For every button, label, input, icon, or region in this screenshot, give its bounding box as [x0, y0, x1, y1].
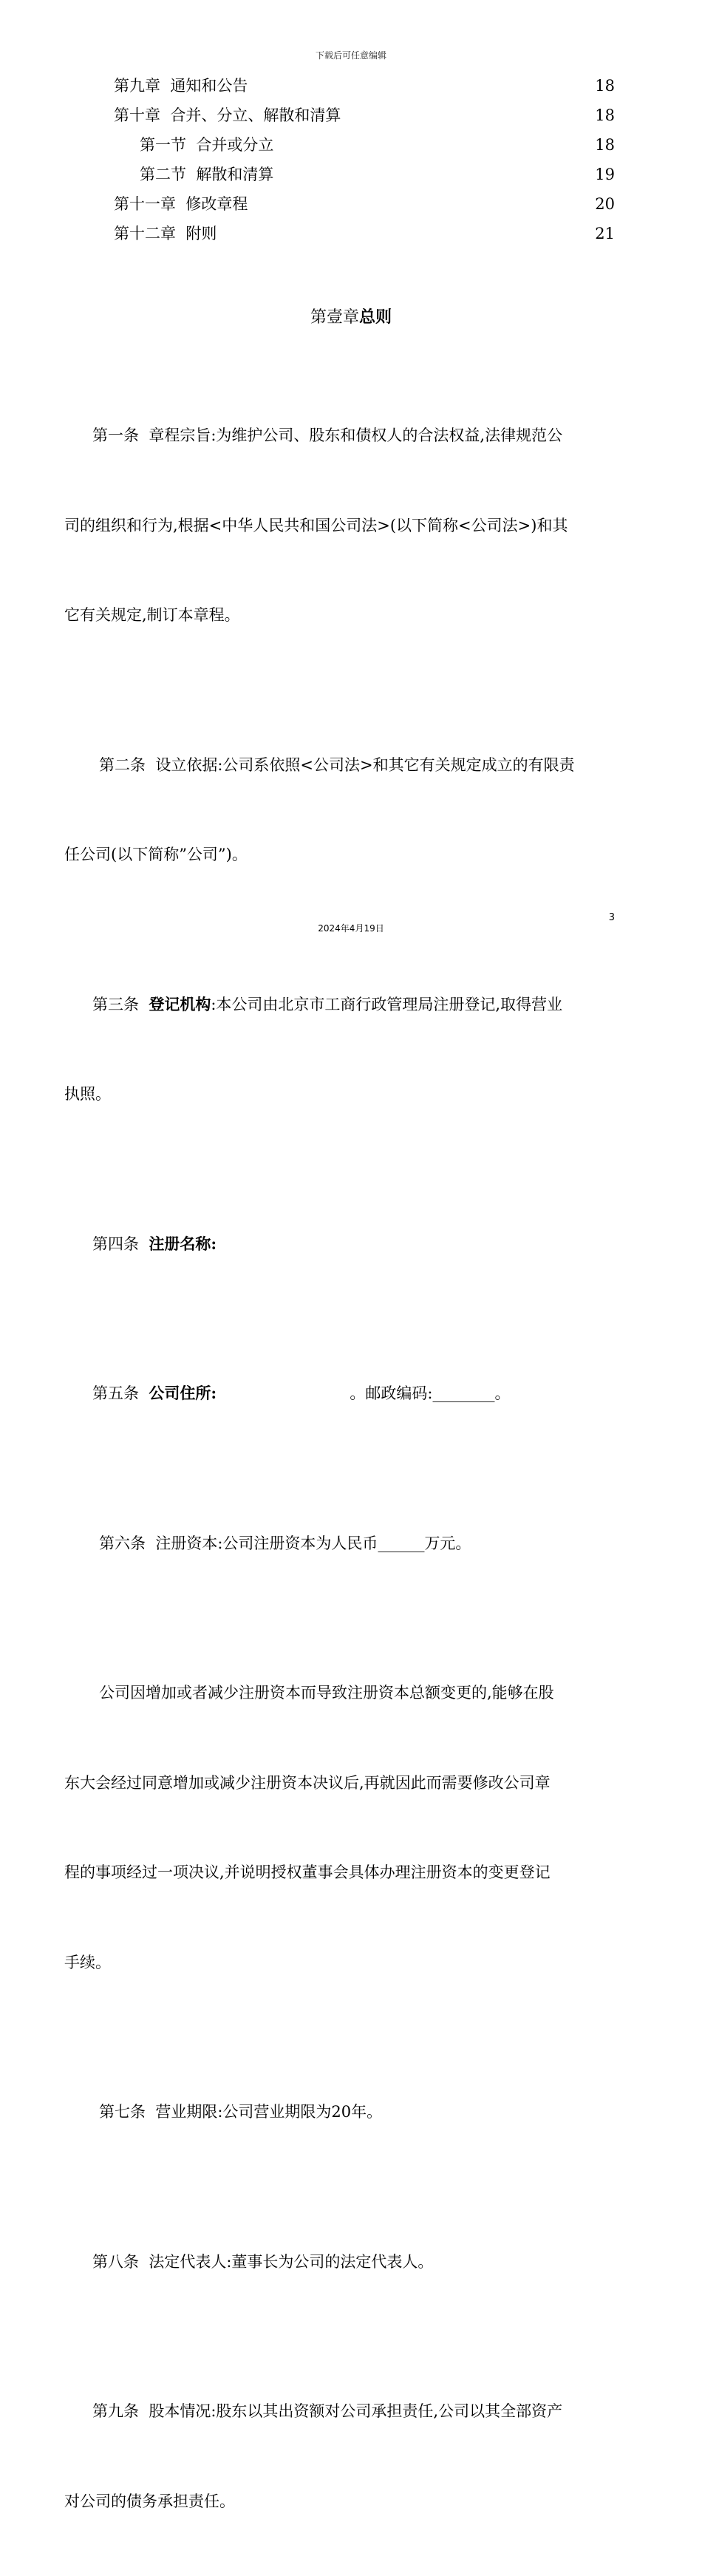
- article-9: [64, 2337, 616, 2576]
- toc-entry-page: 18: [595, 136, 615, 154]
- article-label: 第五条: [92, 1384, 149, 1402]
- text-line: 手续。: [64, 1953, 111, 1971]
- chapter-number: 第壹章: [310, 308, 359, 327]
- text-line: 司的组织和行为,根据<中华人民共和国公司法>(以下简称<公司法>)和其: [64, 516, 568, 534]
- toc-entry[interactable]: [0, 101, 702, 130]
- toc-entry-page: 20: [595, 195, 615, 213]
- toc-entry-page: 21: [595, 225, 615, 242]
- text-line: 执照。: [64, 1085, 111, 1103]
- article-text: 。: [494, 1384, 511, 1402]
- toc-entry-title: 第十二章 附则: [114, 225, 217, 242]
- article-label: 第三条: [92, 995, 149, 1013]
- article-text: 第六条 注册资本:公司注册资本为人民币: [99, 1534, 378, 1552]
- chapter-heading: [0, 305, 702, 327]
- page-header: 下载后可任意编辑: [315, 50, 386, 61]
- capital-amount-blank[interactable]: ______: [378, 1534, 425, 1552]
- toc-entry-title: 第一节 合并或分立: [140, 136, 274, 154]
- toc-entry-page: 18: [595, 77, 615, 95]
- article-heading: 公司住所:: [149, 1384, 217, 1402]
- text-line: 任公司(以下简称”公司”)。: [64, 846, 248, 863]
- article-6-paragraph: [64, 1618, 616, 2037]
- toc-entry-title: 第十章 合并、分立、解散和清算: [114, 106, 341, 124]
- toc-entry[interactable]: [0, 160, 702, 189]
- article-6: [64, 1469, 616, 1619]
- text-line: 第八条 法定代表人:董事长为公司的法定代表人。: [92, 2252, 434, 2271]
- article-1: [64, 361, 616, 690]
- chapter-title: 总则: [359, 307, 392, 327]
- article-label: 第四条: [92, 1234, 149, 1253]
- text-line: [64, 1529, 616, 1559]
- article-heading: 登记机构: [149, 994, 211, 1013]
- article-text: 万元。: [424, 1534, 471, 1552]
- toc-entry-title: 第十一章 修改章程: [114, 195, 248, 213]
- text-line: 公司因增加或者减少注册资本而导致注册资本总额变更的,能够在股: [99, 1684, 554, 1702]
- text-line: 东大会经过同意增加或减少注册资本决议后,再就因此而需要修改公司章: [64, 1773, 551, 1792]
- toc-entry[interactable]: [0, 189, 702, 219]
- page-number: 3: [608, 912, 615, 923]
- article-7: [64, 2037, 616, 2187]
- text-line: [64, 1229, 616, 1260]
- toc-entry[interactable]: [0, 219, 702, 248]
- text-line: 第二条 设立依据:公司系依照<公司法>和其它有关规定成立的有限责: [99, 755, 575, 774]
- toc-entry-title: 第九章 通知和公告: [114, 77, 248, 95]
- article-heading: 注册名称:: [149, 1234, 217, 1253]
- article-5: [64, 1319, 616, 1469]
- article-text: :本公司由北京市工商行政管理局注册登记,取得营业: [211, 995, 563, 1013]
- postal-label: 。邮政编码:: [350, 1384, 433, 1402]
- text-line: 第一条 章程宗旨:为维护公司、股东和债权人的合法权益,法律规范公: [92, 426, 563, 444]
- article-4: [64, 1169, 616, 1319]
- text-line: [64, 1379, 616, 1409]
- toc-entry-title: 第二节 解散和清算: [140, 166, 274, 183]
- document-body: [64, 361, 616, 2576]
- toc-entry-page: 19: [595, 166, 615, 183]
- toc-entry[interactable]: [0, 71, 702, 101]
- article-2: [64, 690, 616, 930]
- text-line: 第九条 股本情况:股东以其出资额对公司承担责任,公司以其全部资产: [92, 2402, 563, 2420]
- text-line: [64, 990, 616, 1020]
- toc-entry-page: 18: [595, 106, 615, 124]
- footer-date: 2024年4月19日: [318, 923, 384, 934]
- article-8: [64, 2187, 616, 2337]
- toc-entry[interactable]: [0, 130, 702, 160]
- text-line: 程的事项经过一项决议,并说明授权董事会具体办理注册资本的变更登记: [64, 1863, 551, 1881]
- text-line: 第七条 营业期限:公司营业期限为20年。: [99, 2103, 383, 2121]
- postal-code-blank[interactable]: ________: [432, 1384, 495, 1402]
- address-blank[interactable]: [217, 1384, 350, 1402]
- table-of-contents: [0, 71, 702, 248]
- text-line: 对公司的债务承担责任。: [64, 2492, 235, 2510]
- text-line: 它有关规定,制订本章程。: [64, 606, 240, 624]
- article-3: [64, 930, 616, 1169]
